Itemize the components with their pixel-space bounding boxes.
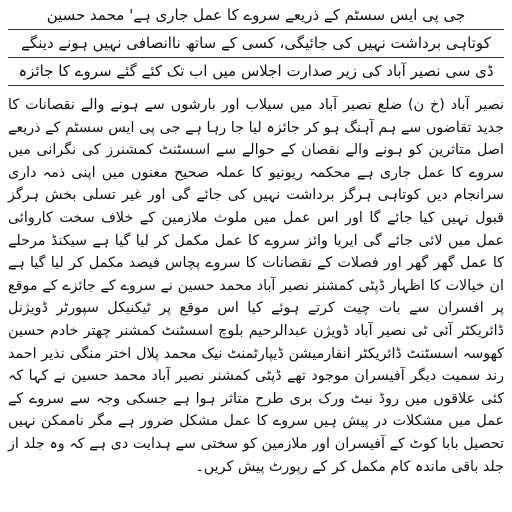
headline-sub-1: کوتاہی برداشت نہیں کی جائیگی، کسی کے ساتھ ناانصافی نہیں ہونے دینگے [8, 29, 504, 57]
headline-sub-2: ڈی سی نصیر آباد کی زیر صدارت اجلاس میں اب تک کئے گئے سروے کا جائزہ [8, 57, 504, 86]
headline-main: جی پی ایس سسٹم کے ذریعے سروے کا عمل جاری ہے' محمد حسین [46, 6, 466, 24]
article-body: نصیر آباد (خ ن) ضلع نصیر آباد میں سیلاب اور بارشوں سے ہونے والے نقصانات کا جدید تقاضوں سے ہم آہنگ ہو کر جائزہ لیا جا رہا ہے جی پی ایس سسٹم کے ذریعے اصل متاثرین کو ہونے والے نقصان کے حوالے سے اسسٹنٹ کمشنرز کی نگرانی میں سروے کا عمل جاری ہے محکمہ ریونیو کا عملہ صحیح معنوں میں اپنی ذمہ داری سرانجام دیں کوتاہی ہرگز برداشت نہیں کی جائے گی اور غیر تسلی بخش ہرگز قبول نہیں کیا جائے گا اور اس عمل میں ملوث ملازمین کے خلاف سخت کاروائی عمل میں لائی جائے گی ایریا وائز سروے کا عمل مکمل کر لیا گیا ہے سیکنڈ مرحلے کا عمل گھر گھر اور فصلات کے نقصانات کا سروے پچاس فیصد مکمل کر لیا گیا ہے ان خیالات کا اظہار ڈپٹی کمشنر نصیر آباد محمد حسین نے سروے کے جائزے کے موقع پر افسران سے بات چیت کرتے ہوئے کیا اس موقع پر ٹیکنیکل سپورٹر ڈویژنل ڈائریکٹر آئی ٹی نصیر آباد ڈویژن عبدالرحیم بلوچ اسسٹنٹ کمشنر چھتر خادم حسین کھوسہ اسسٹنٹ ڈائریکٹر انفارمیشن ڈیپارٹمنٹ نیک محمد پلال اختر منگی نذیر احمد رند سمیت دیگر آفیسران موجود تھے ڈپٹی کمشنر نصیر آباد محمد حسین نے کہا کہ کئی علاقوں میں روڈ نیٹ ورک بری طرح متاثر ہوا ہے جسکی وجہ سے سروے کے عمل میں مشکلات در پیش ہیں سروے کا عمل مشکل ضرور ہے مگر ناممکن نہیں تحصیل بابا کوٹ کے آفیسران اور ملازمین کو سختی سے ہدایت دی ہے کہ وہ جلد از جلد باقی ماندہ کام مکمل کر کے رپورٹ پیش کریں۔ [8, 97, 504, 475]
headline-block [8, 2, 504, 86]
